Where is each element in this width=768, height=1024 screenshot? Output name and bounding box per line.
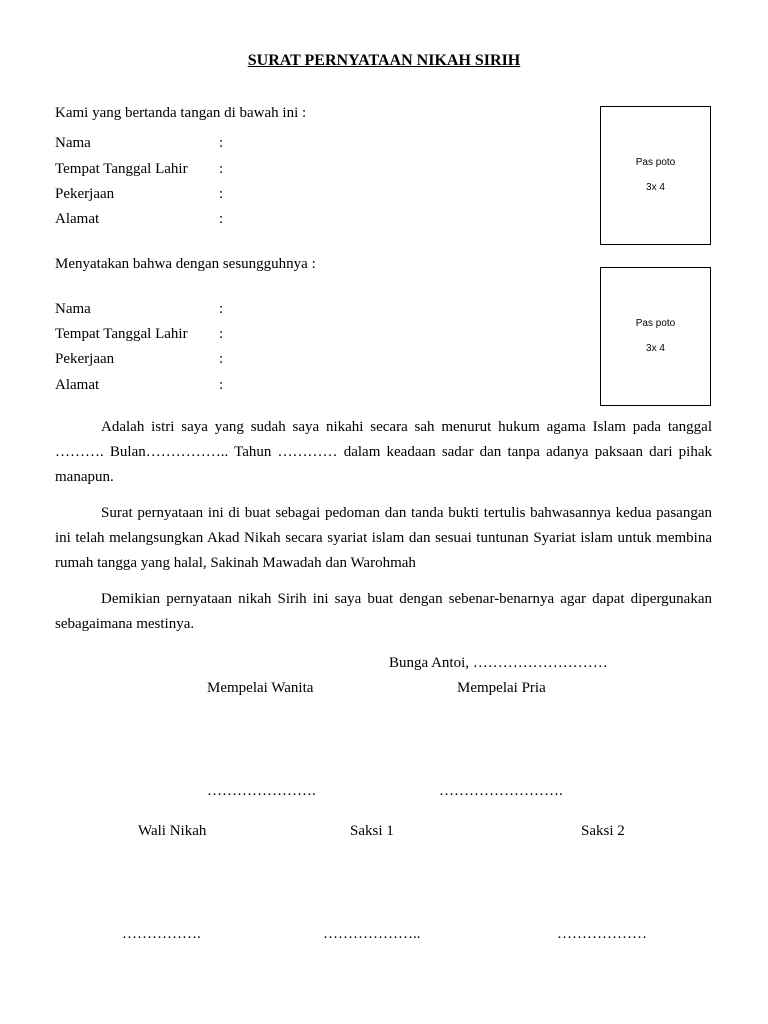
paragraph-3: Demikian pernyataan nikah Sirih ini saya buat dengan sebenar-benarnya agar dapat dipergunakan sebagaimana mestinya. [55, 591, 712, 632]
field-sep: : [219, 161, 224, 177]
field-label-pekerjaan-2: Pekerjaan [55, 351, 115, 367]
signature-label-wali: Wali Nikah [138, 823, 207, 839]
field-label-ttl-1: Tempat Tanggal Lahir [55, 161, 188, 177]
signature-label-saksi2: Saksi 2 [581, 823, 625, 839]
field-sep: : [219, 186, 224, 202]
field-label-nama-1: Nama [55, 135, 91, 151]
statement-text: Menyatakan bahwa dengan sesungguhnya : [55, 256, 316, 272]
field-label-nama-2: Nama [55, 301, 91, 317]
paragraph-1: Adalah istri saya yang sudah saya nikahi secara sah menurut hukum agama Islam pada tanggal ………. Bulan…………….. Tahun ………… dalam keadaan sadar dan tanpa adanya paksaan dari pihak manapun. [55, 419, 712, 485]
signature-label-bride: Mempelai Wanita [207, 680, 314, 696]
signature-line-saksi2: ……………… [557, 926, 647, 942]
photo-box-1 [600, 106, 711, 245]
field-sep: : [219, 351, 224, 367]
field-label-alamat-1: Alamat [55, 211, 100, 227]
photo-label: Pas poto [635, 157, 676, 168]
field-sep: : [219, 135, 224, 151]
photo-label: Pas poto [635, 318, 676, 329]
signature-line-groom: ……………………. [439, 783, 563, 799]
field-label-pekerjaan-1: Pekerjaan [55, 186, 115, 202]
field-sep: : [219, 301, 224, 317]
document-title: SURAT PERNYATAAN NIKAH SIRIH [247, 52, 521, 69]
photo-size: 3x 4 [646, 343, 665, 354]
signature-line-saksi1: ……………….. [323, 926, 421, 942]
field-label-alamat-2: Alamat [55, 377, 100, 393]
photo-size: 3x 4 [646, 182, 665, 193]
field-sep: : [219, 326, 224, 342]
field-sep: : [219, 211, 224, 227]
signature-line-bride: …………………. [207, 783, 316, 799]
place-date: Bunga Antoi, ……………………… [389, 655, 608, 671]
signature-label-groom: Mempelai Pria [457, 680, 546, 696]
field-label-ttl-2: Tempat Tanggal Lahir [55, 326, 188, 342]
intro-text: Kami yang bertanda tangan di bawah ini : [55, 105, 307, 121]
paragraph-2: Surat pernyataan ini di buat sebagai pedoman dan tanda bukti tertulis bahwasannya kedua pasangan ini telah melangsungkan Akad Nikah secara syariat islam dan sesuai tuntunan Syariat islam untuk membina rumah tangga yang halal, Sakinah Mawadah dan Warohmah [55, 505, 712, 571]
photo-box-2 [600, 267, 711, 406]
field-sep: : [219, 377, 224, 393]
signature-label-saksi1: Saksi 1 [350, 823, 394, 839]
signature-line-wali: ……………. [122, 926, 201, 942]
